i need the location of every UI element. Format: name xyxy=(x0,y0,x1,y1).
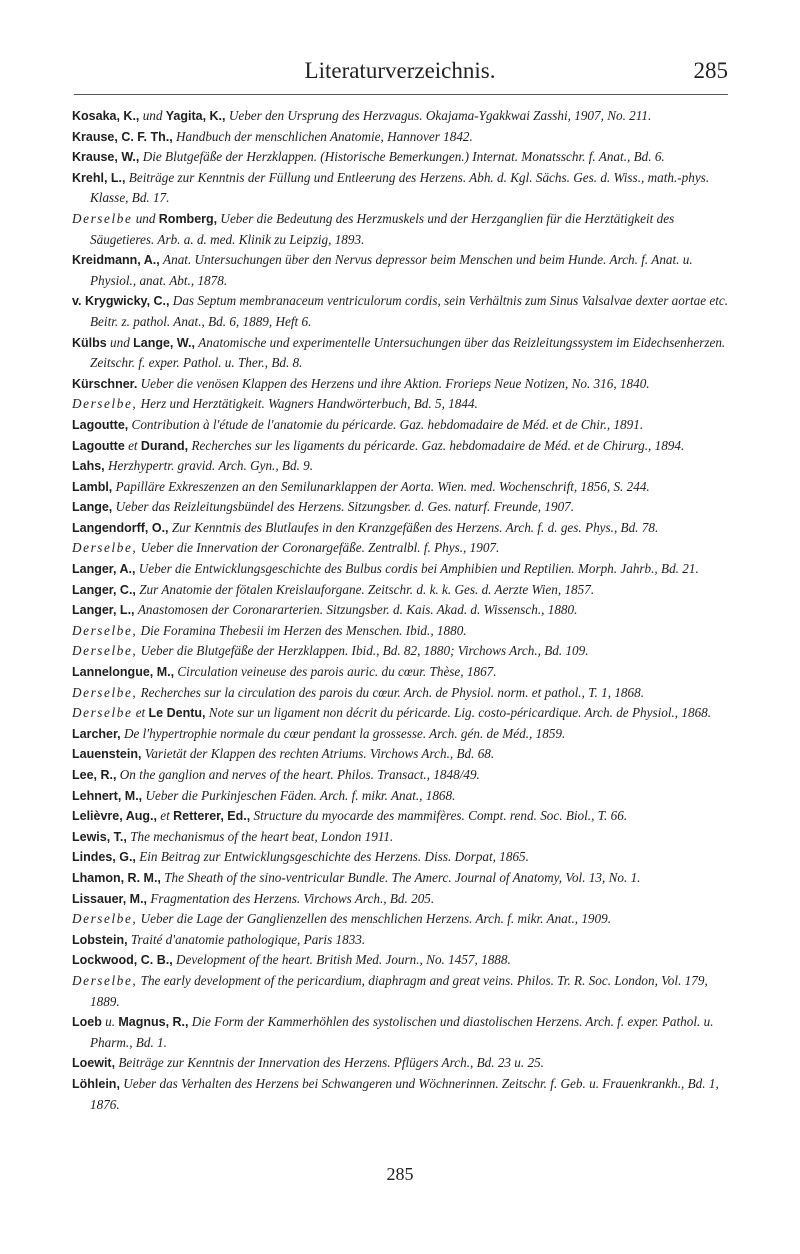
entry-author: Lambl, xyxy=(72,479,113,494)
entry-author: Lauenstein, xyxy=(72,747,142,762)
entry-author: Krehl, L., xyxy=(72,170,126,185)
bibliography-entry xyxy=(72,497,730,518)
entry-title: Ein Beitrag zur Entwicklungsgeschichte des Herzens. Diss. Dorpat, 1865. xyxy=(139,849,529,865)
bibliography-entry xyxy=(72,250,730,291)
entry-title: Ueber die Entwicklungsgeschichte des Bulbus cordis bei Amphibien und Reptilien. Morph. Jahrb., Bd. 21. xyxy=(138,561,699,577)
bibliography-entry xyxy=(72,744,730,765)
entry-author: Lhamon, R. M., xyxy=(72,870,161,885)
bibliography-entry xyxy=(72,374,730,395)
bibliography-entry xyxy=(72,930,730,951)
entry-title: Anatomische und experimentelle Untersuchungen über das Reizleitungssystem im Eidechsenherzen. Zeitschr. f. exper. Pathol. u. Ther., Bd. 8. xyxy=(90,334,726,371)
bibliography-entry xyxy=(72,703,730,724)
entry-author: Krause, C. F. Th., xyxy=(72,129,173,144)
entry-connector: und xyxy=(135,210,156,226)
entry-title: Structure du myocarde des mammifères. Compt. rend. Soc. Biol., T. 66. xyxy=(253,808,628,824)
entry-title: Herzhypertr. gravid. Arch. Gyn., Bd. 9. xyxy=(107,458,314,474)
entry-author: Loewit, xyxy=(72,1056,116,1071)
bibliography-entry xyxy=(72,518,730,539)
entry-author: Külbs xyxy=(72,335,107,350)
bibliography-entry xyxy=(72,394,730,415)
entry-author: Lehnert, M., xyxy=(72,788,143,803)
bibliography-entry xyxy=(72,436,730,457)
entry-title: Note sur un ligament non décrit du péricarde. Lig. costo-péricardique. Arch. de Physiol., 1868. xyxy=(208,705,712,721)
entry-title: On the ganglion and nerves of the heart. Philos. Transact., 1848/49. xyxy=(119,767,480,782)
bibliography-entry xyxy=(72,641,730,662)
entry-author: Lange, xyxy=(72,500,113,515)
bibliography-entry xyxy=(72,538,730,559)
bibliography-entry xyxy=(72,765,730,786)
entry-author: Larcher, xyxy=(72,726,121,741)
entry-author: Lee, R., xyxy=(72,768,117,782)
bibliography-entry xyxy=(72,971,730,1012)
entry-author: Lahs, xyxy=(72,459,105,474)
entry-title: Contribution à l'étude de l'anatomie du péricarde. Gaz. hebdomadaire de Méd. et de Chir., 1891. xyxy=(131,416,644,432)
entry-title: Die Blutgefäße der Herzklappen. (Historische Bemerkungen.) Internat. Monatsschr. f. Anat., Bd. 6. xyxy=(142,149,665,165)
entry-title: Recherches sur la circulation des parois du cœur. Arch. de Physiol. norm. et pathol., T. 1, 1868. xyxy=(140,684,645,700)
entry-title: Beiträge zur Kenntnis der Innervation des Herzens. Pflügers Arch., Bd. 23 u. 25. xyxy=(118,1055,544,1071)
entry-title: Ueber die Lage der Ganglienzellen des menschlichen Herzens. Arch. f. mikr. Anat., 1909. xyxy=(140,911,612,927)
entry-author: Langer, C., xyxy=(72,582,136,597)
bibliography-list xyxy=(72,106,730,1115)
entry-author: Lannelongue, M., xyxy=(72,665,175,680)
entry-coauthor: Lange, W., xyxy=(133,335,195,350)
entry-title: Anat. Untersuchungen über den Nervus depressor beim Menschen und beim Hunde. Arch. f. Anat. u. Physiol., anat. Abt., 1878. xyxy=(90,252,693,288)
entry-title: The Sheath of the sino-ventricular Bundle. The Amerc. Journal of Anatomy, Vol. 13, No. 1. xyxy=(164,869,641,885)
entry-connector: et xyxy=(128,437,138,453)
entry-connector: und xyxy=(142,108,163,123)
entry-author: Lobstein, xyxy=(72,932,128,947)
entry-derselbe: Derselbe, xyxy=(72,622,138,638)
bibliography-entry xyxy=(72,456,730,477)
bibliography-entry xyxy=(72,662,730,683)
entry-derselbe: Derselbe xyxy=(72,210,133,226)
bibliography-entry xyxy=(72,1012,730,1053)
entry-author: Kosaka, K., xyxy=(72,109,140,123)
entry-coauthor: Magnus, R., xyxy=(118,1015,189,1030)
entry-title: Ueber die venösen Klappen des Herzens und ihre Aktion. Frorieps Neue Notizen, No. 316, 1840. xyxy=(140,375,650,391)
entry-author: Langer, A., xyxy=(72,562,136,577)
entry-author: Langendorff, O., xyxy=(72,520,169,535)
bibliography-entry xyxy=(72,724,730,745)
bibliography-entry xyxy=(72,1053,730,1074)
bibliography-entry xyxy=(72,806,730,827)
bibliography-entry xyxy=(72,580,730,601)
entry-title: Ueber den Ursprung des Herzvagus. Okajama-Ygakkwai Zasshi, 1907, No. 211. xyxy=(228,108,652,123)
entry-derselbe: Derselbe, xyxy=(72,911,138,927)
entry-coauthor: Durand, xyxy=(140,438,189,453)
bibliography-entry xyxy=(72,621,730,642)
bibliography-entry xyxy=(72,889,730,910)
entry-connector: et xyxy=(135,705,146,721)
bibliography-entry xyxy=(72,559,730,580)
entry-connector: und xyxy=(110,334,130,350)
entry-author: Lockwood, C. B., xyxy=(72,953,173,968)
running-header xyxy=(0,58,800,88)
bibliography-entry xyxy=(72,168,730,209)
bibliography-entry xyxy=(72,291,730,332)
entry-author: Kürschner. xyxy=(72,376,138,391)
footer-page-number: 285 xyxy=(386,1164,414,1184)
entry-title: Zur Kenntnis des Blutlaufes in den Kranzgefäßen des Herzens. Arch. f. d. ges. Phys., Bd. 78. xyxy=(171,519,659,535)
entry-coauthor: Retterer, Ed., xyxy=(173,809,251,824)
bibliography-entry xyxy=(72,909,730,930)
entry-author: Lagoutte xyxy=(72,438,125,453)
entry-author: Lissauer, M., xyxy=(72,891,148,906)
entry-title: Ueber das Verhalten des Herzens bei Schwangeren und Wöchnerinnen. Zeitschr. f. Geb. u. Frauenkrankh., Bd. 1, 1876. xyxy=(90,1075,719,1112)
entry-derselbe: Derselbe, xyxy=(72,643,138,659)
entry-title: Ueber die Blutgefäße der Herzklappen. Ibid., Bd. 82, 1880; Virchows Arch., Bd. 109. xyxy=(140,643,589,659)
bibliography-entry xyxy=(72,683,730,704)
entry-connector: et xyxy=(160,808,170,824)
entry-author: Lindes, G., xyxy=(72,850,136,865)
entry-title: Ueber die Bedeutung des Herzmuskels und der Herzganglien für die Herztätigkeit des Säugetieres. Arb. a. d. med. Klinik zu Leipzig, 1893. xyxy=(90,210,675,247)
bibliography-entry xyxy=(72,415,730,436)
bibliography-entry xyxy=(72,950,730,971)
entry-author: Lewis, T., xyxy=(72,829,127,844)
entry-title: The early development of the pericardium, diaphragm and great veins. Philos. Tr. R. Soc. London, Vol. 179, 1889. xyxy=(90,972,708,1009)
entry-title: Anastomosen der Coronararterien. Sitzungsber. d. Kais. Akad. d. Wissensch., 1880. xyxy=(137,602,578,618)
entry-title: Ueber das Reizleitungsbündel des Herzens. Sitzungsber. d. Ges. naturf. Freunde, 1907. xyxy=(115,499,575,515)
entry-title: Beiträge zur Kenntnis der Füllung und Entleerung des Herzens. Abh. d. Kgl. Sächs. Ges. d. Wiss., math.-phys. Klasse, Bd. 17. xyxy=(90,169,710,206)
bibliography-entry xyxy=(72,847,730,868)
header-rule xyxy=(74,94,728,95)
entry-title: Ueber die Purkinjeschen Fäden. Arch. f. mikr. Anat., 1868. xyxy=(145,787,456,803)
bibliography-entry xyxy=(72,106,730,127)
entry-title: Die Foramina Thebesii im Herzen des Menschen. Ibid., 1880. xyxy=(140,622,467,638)
entry-title: The mechanismus of the heart beat, London 1911. xyxy=(130,828,394,844)
header-title: Literaturverzeichnis. xyxy=(304,58,496,83)
bibliography-entry xyxy=(72,477,730,498)
bibliography-entry xyxy=(72,1074,730,1115)
entry-title: De l'hypertrophie normale du cœur pendant la grossesse. Arch. gén. de Méd., 1859. xyxy=(123,725,566,741)
entry-title: Circulation veineuse des parois auric. du cœur. Thèse, 1867. xyxy=(177,664,497,680)
bibliography-entry xyxy=(72,209,730,250)
bibliography-entry xyxy=(72,786,730,807)
entry-derselbe: Derselbe, xyxy=(72,684,138,700)
entry-title: Die Form der Kammerhöhlen des systolischen und diastolischen Herzens. Arch. f. exper. Pathol. u. Pharm., Bd. 1. xyxy=(90,1014,714,1050)
bibliography-entry xyxy=(72,868,730,889)
entry-author: Kreidmann, A., xyxy=(72,253,160,268)
entry-author: Löhlein, xyxy=(72,1076,120,1091)
entry-title: Das Septum membranaceum ventriculorum cordis, sein Verhältnis zum Sinus Valsalvae dexter aortae etc. Beitr. z. pathol. Anat., Bd. 6, 1889, Heft 6. xyxy=(90,293,729,329)
entry-author: Krause, W., xyxy=(72,150,140,165)
bibliography-entry xyxy=(72,827,730,848)
entry-title: Development of the heart. British Med. Journ., No. 1457, 1888. xyxy=(176,952,511,968)
entry-title: Varietät der Klappen des rechten Atriums. Virchows Arch., Bd. 68. xyxy=(144,746,495,762)
entry-derselbe: Derselbe xyxy=(72,705,133,721)
entry-title: Papilläre Exkreszenzen an den Semilunarklappen der Aorta. Wien. med. Wochenschrift, 1856, S. 244. xyxy=(115,478,650,494)
entry-derselbe: Derselbe, xyxy=(72,972,138,988)
entry-title: Handbuch der menschlichen Anatomie, Hannover 1842. xyxy=(176,128,473,144)
entry-title: Herz und Herztätigkeit. Wagners Handwörterbuch, Bd. 5, 1844. xyxy=(140,396,478,412)
entry-title: Fragmentation des Herzens. Virchows Arch., Bd. 205. xyxy=(150,890,435,906)
entry-title: Ueber die Innervation der Coronargefäße. Zentralbl. f. Phys., 1907. xyxy=(140,540,500,556)
bibliography-entry xyxy=(72,333,730,374)
entry-author: Lelièvre, Aug., xyxy=(72,809,157,824)
entry-title: Traité d'anatomie pathologique, Paris 1833. xyxy=(130,931,366,947)
bibliography-entry xyxy=(72,127,730,148)
entry-author: Langer, L., xyxy=(72,603,135,618)
entry-author: Lagoutte, xyxy=(72,417,129,432)
bibliography-entry xyxy=(72,600,730,621)
entry-connector: u. xyxy=(105,1014,116,1030)
entry-title: Zur Anatomie der fötalen Kreislauforgane. Zeitschr. d. k. k. Ges. d. Aerzte Wien, 1857. xyxy=(139,581,595,597)
entry-coauthor: Romberg, xyxy=(158,211,218,226)
entry-coauthor: Le Dentu, xyxy=(148,706,206,721)
header-page-number: 285 xyxy=(693,58,728,83)
entry-author: v. Krygwicky, C., xyxy=(72,294,170,309)
entry-derselbe: Derselbe, xyxy=(72,396,138,412)
entry-author: Loeb xyxy=(72,1015,102,1030)
entry-coauthor: Yagita, K., xyxy=(165,109,226,123)
entry-title: Recherches sur les ligaments du péricarde. Gaz. hebdomadaire de Méd. et de Chirurg., 1894. xyxy=(191,437,685,453)
bibliography-entry xyxy=(72,147,730,168)
entry-derselbe: Derselbe, xyxy=(72,540,138,556)
